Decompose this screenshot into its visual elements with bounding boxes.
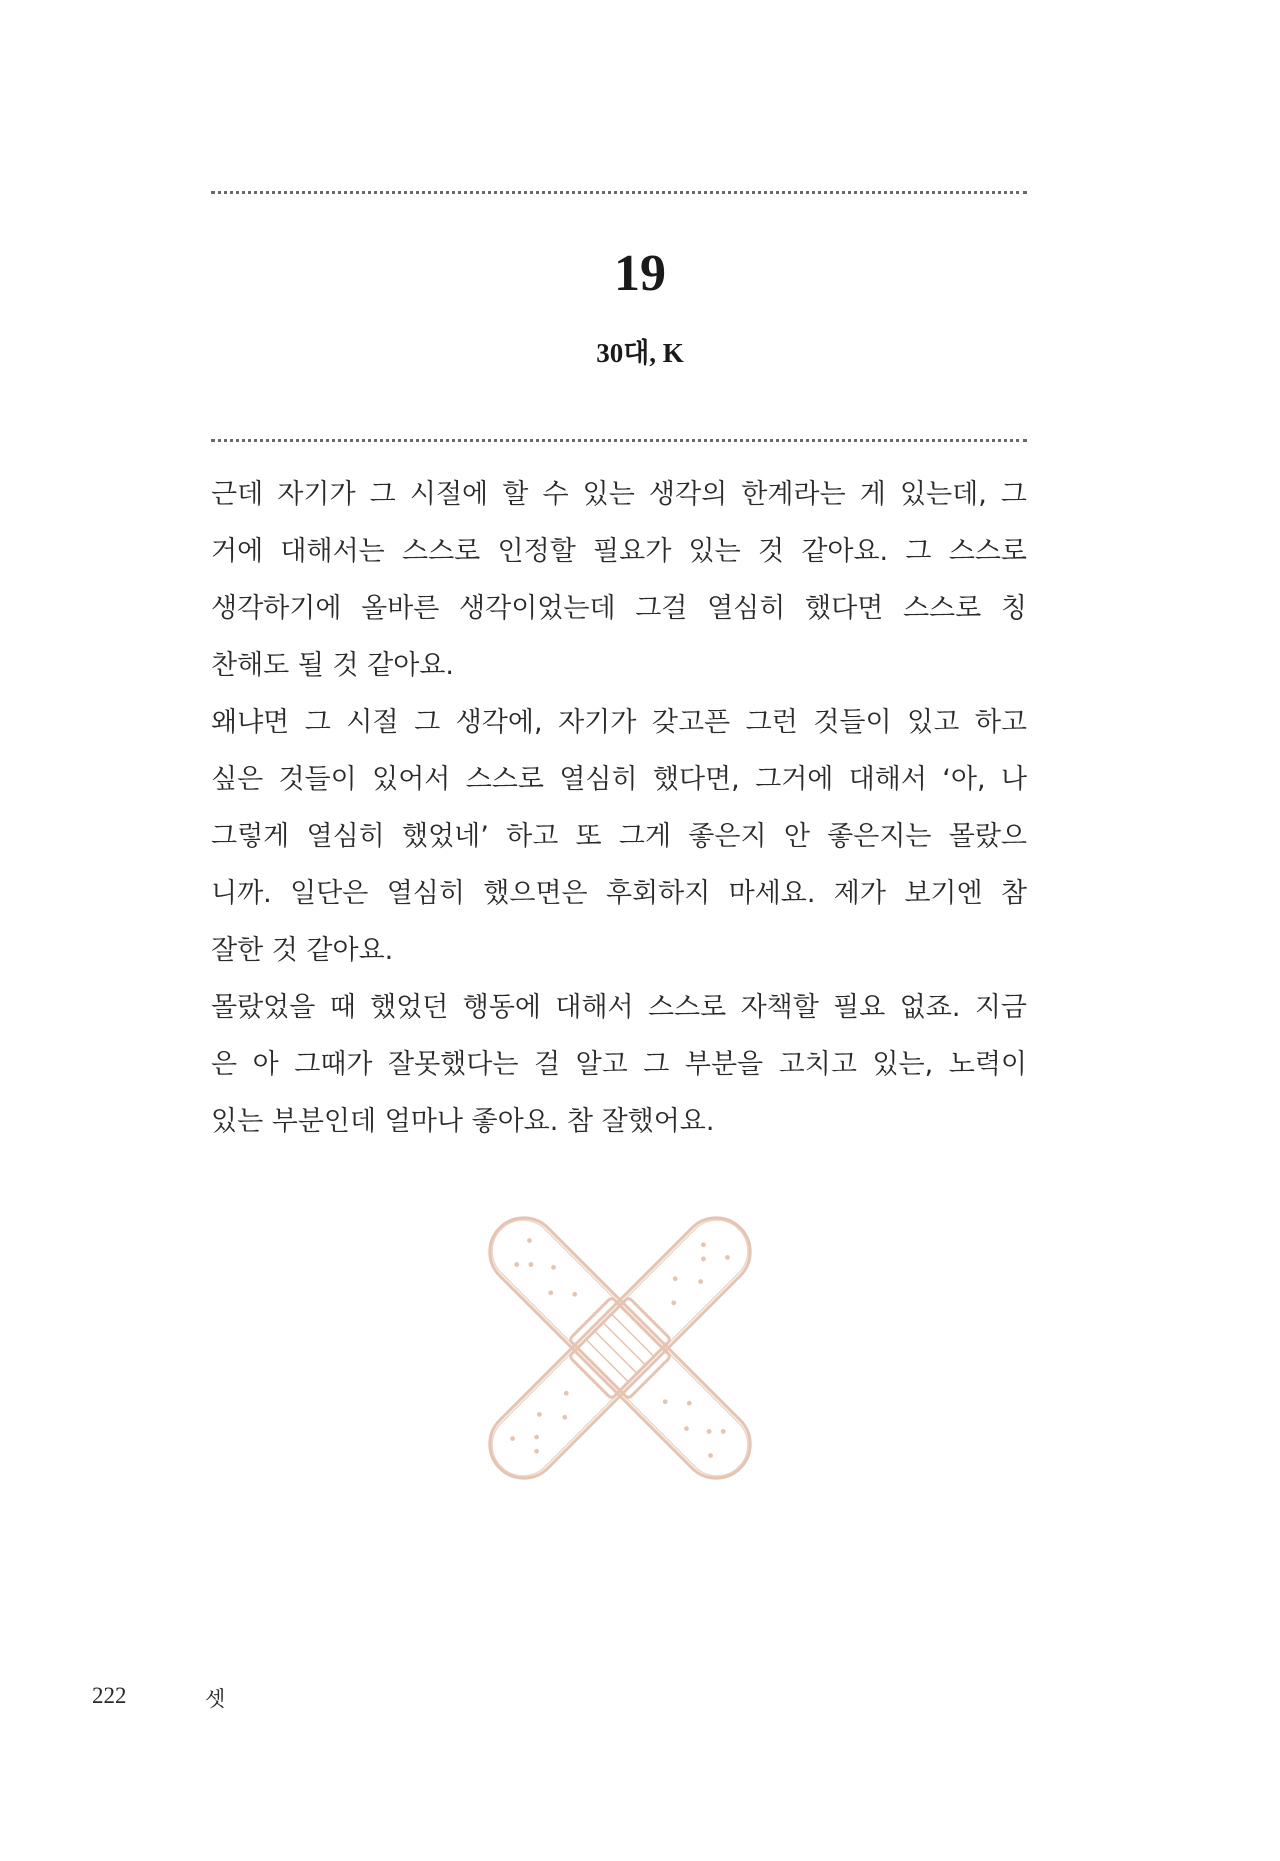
- body-line: 생각하기에 올바른 생각이었는데 그걸 열심히 했다면 스스로 칭: [211, 593, 1027, 624]
- body-line: 거에 대해서는 스스로 인정할 필요가 있는 것 같아요. 그 스스로: [211, 536, 1027, 567]
- body-line: 그렇게 열심히 했었네’ 하고 또 그게 좋은지 안 좋은지는 몰랐으: [211, 821, 1027, 852]
- bottom-dotted-rule: [211, 439, 1027, 442]
- body-line: 잘한 것 같아요.: [211, 935, 394, 966]
- body-line: 왜냐면 그 시절 그 생각에, 자기가 갖고픈 그런 것들이 있고 하고: [211, 707, 1027, 738]
- body-line: 은 아 그때가 잘못했다는 걸 알고 그 부분을 고치고 있는, 노력이: [211, 1049, 1027, 1080]
- chapter-subtitle: 30대, K: [596, 338, 684, 368]
- body-line: 있는 부분인데 얼마나 좋아요. 참 잘했어요.: [211, 1106, 715, 1137]
- page-number: 222: [92, 1683, 127, 1708]
- body-line: 찬해도 될 것 같아요.: [211, 650, 454, 681]
- body-line: 근데 자기가 그 시절에 할 수 있는 생각의 한계라는 게 있는데, 그: [211, 479, 1027, 510]
- chapter-number: 19: [614, 245, 666, 302]
- top-dotted-rule: [211, 191, 1027, 194]
- body-line: 몰랐었을 때 했었던 행동에 대해서 스스로 자책할 필요 없죠. 지금: [211, 992, 1027, 1023]
- body-line: 싶은 것들이 있어서 스스로 열심히 했다면, 그거에 대해서 ‘아, 나: [211, 764, 1027, 795]
- body-line: 니까. 일단은 열심히 했으면은 후회하지 마세요. 제가 보기엔 참: [211, 878, 1027, 909]
- section-label: 셋: [205, 1687, 226, 1711]
- body-text: [211, 466, 1027, 1150]
- crossed-bandages-icon: [470, 1206, 770, 1490]
